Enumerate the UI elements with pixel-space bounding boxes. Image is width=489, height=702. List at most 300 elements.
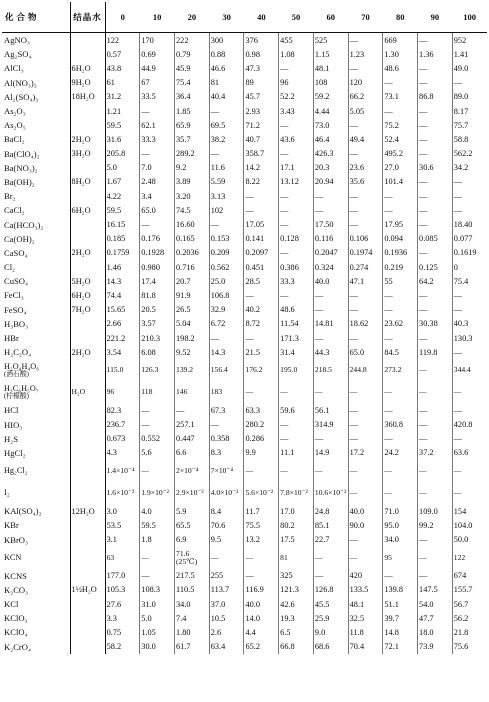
crystal-water-cell: 9H₂O <box>70 76 105 90</box>
solubility-value: 20.94 <box>313 175 348 189</box>
solubility-value: 44.9 <box>140 61 175 75</box>
solubility-value: 2.66 <box>105 317 140 331</box>
solubility-value: 0.716 <box>175 260 210 274</box>
solubility-value: 0.673 <box>105 432 140 446</box>
solubility-value: 3.13 <box>209 189 244 203</box>
table-body <box>2 33 487 654</box>
solubility-value: 3.0 <box>105 504 140 518</box>
solubility-value: 0.980 <box>140 260 175 274</box>
crystal-water-cell: 2H₂O <box>70 132 105 146</box>
solubility-value: 118 <box>140 381 175 403</box>
solubility-value: 90.0 <box>348 518 383 532</box>
solubility-value: 28.5 <box>244 274 279 288</box>
compound-formula: Br₂ <box>4 191 16 202</box>
compound-cell <box>2 61 70 75</box>
solubility-value: 33.5 <box>140 90 175 104</box>
solubility-value: 34.0 <box>175 597 210 611</box>
solubility-table <box>2 2 487 654</box>
solubility-value: 73.0 <box>313 118 348 132</box>
solubility-value: 26.5 <box>175 303 210 317</box>
table-row <box>2 345 487 359</box>
crystal-water-cell <box>70 118 105 132</box>
compound-cell <box>2 76 70 90</box>
crystal-water-cell <box>70 532 105 546</box>
solubility-value: 17.05 <box>244 217 279 231</box>
header-temp: 0 <box>105 2 140 33</box>
compound-formula: Ca(OH)₂ <box>4 233 35 244</box>
compound-formula: Ba(ClO₄)₂ <box>4 148 40 159</box>
solubility-value: 1.9×10⁻² <box>140 482 175 504</box>
solubility-value: 0.358 <box>209 432 244 446</box>
solubility-value: — <box>244 331 279 345</box>
solubility-value: 33.3 <box>140 132 175 146</box>
solubility-value: 280.2 <box>244 418 279 432</box>
solubility-value: 58.8 <box>453 134 469 144</box>
compound-formula: Hg₂Cl₂ <box>4 466 28 476</box>
solubility-value: 66.8 <box>279 640 314 654</box>
compound-formula: H₂S <box>4 433 18 444</box>
solubility-value: 73.1 <box>383 90 418 104</box>
solubility-value: 344.4 <box>453 365 471 375</box>
solubility-value: — <box>418 76 453 90</box>
table-row <box>2 175 487 189</box>
solubility-value: 48.6 <box>279 303 314 317</box>
solubility-value: 14.8 <box>383 625 418 639</box>
solubility-value: 183 <box>209 381 244 403</box>
crystal-water-cell: 1½H₂O <box>70 583 105 597</box>
solubility-value: 133.5 <box>348 583 383 597</box>
solubility-value: — <box>348 381 383 403</box>
solubility-value: 56.2 <box>453 613 469 623</box>
solubility-value: — <box>418 104 453 118</box>
compound-cell <box>2 147 70 161</box>
solubility-value: 4.3 <box>105 446 140 460</box>
solubility-value: — <box>140 147 175 161</box>
solubility-value: — <box>209 217 244 231</box>
solubility-value: 0.153 <box>209 232 244 246</box>
crystal-water-cell: 6H₂O <box>70 203 105 217</box>
solubility-value: 75.4 <box>175 76 210 90</box>
solubility-value: 8.22 <box>244 175 279 189</box>
table-row <box>2 359 487 381</box>
solubility-value: 2.9×10⁻² <box>175 482 210 504</box>
solubility-value: 30.6 <box>418 161 453 175</box>
crystal-water-cell <box>70 403 105 417</box>
solubility-value: 1.08 <box>279 47 314 61</box>
solubility-value: — <box>418 132 453 146</box>
solubility-value: 18.0 <box>418 625 453 639</box>
solubility-value: 46.6 <box>209 61 244 75</box>
solubility-value: — <box>453 191 463 201</box>
crystal-water-cell: 2H₂O <box>70 345 105 359</box>
solubility-value: — <box>348 147 383 161</box>
solubility-value: 221.2 <box>105 331 140 345</box>
solubility-value: 4.0×10⁻² <box>209 482 244 504</box>
solubility-value: 1.23 <box>348 47 383 61</box>
solubility-value: 5.9 <box>175 504 210 518</box>
solubility-value: 0.085 <box>418 232 453 246</box>
solubility-value: 0.274 <box>348 260 383 274</box>
solubility-value: 40.2 <box>244 303 279 317</box>
solubility-value: 2.93 <box>244 104 279 118</box>
header-compound: 化合物 <box>2 2 70 33</box>
solubility-value: 75.4 <box>453 276 469 286</box>
compound-cell <box>2 303 70 317</box>
solubility-value: 50.0 <box>453 535 469 545</box>
solubility-value: — <box>279 61 314 75</box>
solubility-value: 0.2036 <box>175 246 210 260</box>
solubility-value: 17.1 <box>279 161 314 175</box>
solubility-value: 14.2 <box>244 161 279 175</box>
crystal-water-cell <box>70 460 105 482</box>
solubility-value: 96 <box>105 381 140 403</box>
compound-cell <box>2 90 70 104</box>
solubility-value: — <box>279 118 314 132</box>
solubility-value: 7×10⁻⁴ <box>209 460 244 482</box>
compound-cell <box>2 381 70 403</box>
solubility-value: — <box>383 569 418 583</box>
solubility-value: 0.69 <box>140 47 175 61</box>
solubility-value: — <box>418 303 453 317</box>
table-row <box>2 288 487 302</box>
solubility-value: — <box>279 217 314 231</box>
solubility-value: 314.9 <box>313 418 348 432</box>
solubility-value: 14.3 <box>105 274 140 288</box>
table-row <box>2 432 487 446</box>
solubility-value: 0.1936 <box>383 246 418 260</box>
solubility-value: 146 <box>175 381 210 403</box>
table-row <box>2 640 487 654</box>
solubility-value: — <box>383 76 418 90</box>
solubility-value: — <box>453 177 463 187</box>
solubility-value: 0.98 <box>244 47 279 61</box>
solubility-value: 171.3 <box>279 331 314 345</box>
table-row <box>2 611 487 625</box>
solubility-value: 25.9 <box>313 611 348 625</box>
solubility-value: 205.8 <box>105 147 140 161</box>
solubility-value: — <box>348 432 383 446</box>
solubility-value: 0.128 <box>279 232 314 246</box>
solubility-value: 1.46 <box>105 260 140 274</box>
solubility-value: 5.0 <box>105 161 140 175</box>
solubility-value: 43.6 <box>279 132 314 146</box>
solubility-value: — <box>244 381 279 403</box>
solubility-value: — <box>209 331 244 345</box>
compound-cell <box>2 583 70 597</box>
solubility-value: 0.286 <box>244 432 279 446</box>
table-row <box>2 482 487 504</box>
solubility-value: 99.2 <box>418 518 453 532</box>
solubility-value: 14.3 <box>209 345 244 359</box>
table-row <box>2 547 487 569</box>
compound-formula: KCl <box>4 599 19 610</box>
solubility-value: 236.7 <box>105 418 140 432</box>
solubility-value: 71.0 <box>383 504 418 518</box>
compound-formula: KBrO₃ <box>4 534 29 545</box>
solubility-value: 420.8 <box>453 420 473 430</box>
solubility-value: 51.1 <box>383 597 418 611</box>
solubility-value: 30.38 <box>418 317 453 331</box>
solubility-value: 49.0 <box>453 63 469 73</box>
compound-formula: KClO₄ <box>4 627 28 638</box>
solubility-value: 11.6 <box>209 161 244 175</box>
solubility-value: — <box>418 482 453 504</box>
solubility-value: 65.0 <box>140 203 175 217</box>
solubility-value: 0.094 <box>383 232 418 246</box>
solubility-value: 45.9 <box>175 61 210 75</box>
table-row <box>2 161 487 175</box>
compound-cell <box>2 532 70 546</box>
solubility-value: — <box>140 569 175 583</box>
header-temp: 100 <box>452 2 487 33</box>
table-row <box>2 460 487 482</box>
table-row <box>2 246 487 260</box>
solubility-value: 170 <box>140 33 175 48</box>
solubility-value: 35.6 <box>348 175 383 189</box>
solubility-value: 31.0 <box>140 597 175 611</box>
solubility-value: — <box>418 532 453 546</box>
solubility-value: — <box>348 33 383 48</box>
solubility-value: 75.5 <box>244 518 279 532</box>
solubility-value: 2×10⁻⁴ <box>175 460 210 482</box>
header-row <box>2 2 487 33</box>
solubility-value: 59.6 <box>279 403 314 417</box>
solubility-value: — <box>313 460 348 482</box>
solubility-value: 95.0 <box>383 518 418 532</box>
table-row <box>2 331 487 345</box>
solubility-value: 9.2 <box>175 161 210 175</box>
solubility-value: 30.0 <box>140 640 175 654</box>
solubility-value: 0.552 <box>140 432 175 446</box>
solubility-value: 56.7 <box>453 599 469 609</box>
solubility-value: 109.0 <box>418 504 453 518</box>
solubility-value: — <box>418 33 453 48</box>
compound-cell <box>2 432 70 446</box>
solubility-value: 96 <box>279 76 314 90</box>
solubility-value: 42.6 <box>279 597 314 611</box>
solubility-value: 15.65 <box>105 303 140 317</box>
solubility-value: 20.7 <box>175 274 210 288</box>
solubility-value: 17.50 <box>313 217 348 231</box>
compound-cell <box>2 569 70 583</box>
compound-formula: KClO₃ <box>4 613 28 624</box>
compound-cell <box>2 504 70 518</box>
solubility-value: — <box>244 203 279 217</box>
table-row <box>2 260 487 274</box>
solubility-value: — <box>313 288 348 302</box>
solubility-value: 17.2 <box>348 446 383 460</box>
solubility-value: 0.447 <box>175 432 210 446</box>
solubility-value: — <box>279 147 314 161</box>
solubility-value: — <box>418 569 453 583</box>
solubility-value: — <box>383 482 418 504</box>
solubility-value: 55 <box>383 274 418 288</box>
solubility-value: 1.36 <box>418 47 453 61</box>
solubility-value: — <box>348 331 383 345</box>
table-row <box>2 274 487 288</box>
solubility-value: 25.0 <box>209 274 244 288</box>
solubility-value: 21.8 <box>453 627 469 637</box>
solubility-value: 106.8 <box>209 288 244 302</box>
solubility-value: 0.1928 <box>140 246 175 260</box>
table-row <box>2 569 487 583</box>
solubility-value: — <box>279 203 314 217</box>
solubility-value: 70.4 <box>348 640 383 654</box>
table-row <box>2 104 487 118</box>
solubility-value: 48.1 <box>348 597 383 611</box>
crystal-water-cell <box>70 47 105 61</box>
compound-formula: CaCl₂ <box>4 205 25 216</box>
compound-formula: Cl₂ <box>4 262 16 273</box>
header-temp: 60 <box>313 2 348 33</box>
solubility-value: 65.2 <box>244 640 279 654</box>
crystal-water-cell <box>70 569 105 583</box>
compound-common-name: (柠檬酸) <box>4 392 29 400</box>
solubility-value: 47.7 <box>418 611 453 625</box>
solubility-value: 63.3 <box>244 403 279 417</box>
solubility-value: — <box>348 547 383 569</box>
solubility-value: 17.95 <box>383 217 418 231</box>
solubility-value: 120 <box>348 76 383 90</box>
crystal-water-cell: 6H₂O <box>70 288 105 302</box>
solubility-value: — <box>418 288 453 302</box>
solubility-value: 8.72 <box>244 317 279 331</box>
solubility-value: 39.7 <box>383 611 418 625</box>
solubility-value: 80.2 <box>279 518 314 532</box>
solubility-value: 63.6 <box>453 448 469 458</box>
crystal-water-cell <box>70 189 105 203</box>
solubility-value: 0.386 <box>279 260 314 274</box>
solubility-value: 0.75 <box>105 625 140 639</box>
solubility-value: — <box>175 403 210 417</box>
solubility-value: 455 <box>279 33 314 48</box>
solubility-value: 3.43 <box>279 104 314 118</box>
table-row <box>2 90 487 104</box>
compound-cell <box>2 217 70 231</box>
compound-formula: Ba(NO₃)₂ <box>4 162 38 173</box>
solubility-value: 23.62 <box>383 317 418 331</box>
solubility-value: 176.2 <box>244 359 279 381</box>
solubility-value: — <box>418 460 453 482</box>
crystal-water-cell <box>70 104 105 118</box>
solubility-value: 8.4 <box>209 504 244 518</box>
solubility-value: — <box>418 147 453 161</box>
solubility-value: 9.52 <box>175 345 210 359</box>
solubility-value: 3.20 <box>175 189 210 203</box>
compound-formula: As₂O₅ <box>4 120 26 131</box>
table-row <box>2 118 487 132</box>
solubility-value: — <box>453 305 463 315</box>
compound-formula: CaSO₄ <box>4 247 28 258</box>
crystal-water-cell <box>70 597 105 611</box>
compound-formula: H₂O₄H₄O₆ <box>4 361 40 371</box>
crystal-water-cell <box>70 260 105 274</box>
solubility-value: 58.2 <box>105 640 140 654</box>
solubility-value: — <box>279 418 314 432</box>
solubility-value: 16.60 <box>175 217 210 231</box>
solubility-value: 130.3 <box>453 333 473 343</box>
solubility-value: 952 <box>453 35 467 45</box>
compound-formula: Al₂(SO₄)₃ <box>4 91 39 102</box>
solubility-value: 669 <box>383 33 418 48</box>
compound-cell <box>2 640 70 654</box>
solubility-value: — <box>383 331 418 345</box>
solubility-value: 0.219 <box>383 260 418 274</box>
solubility-value: 27.0 <box>383 161 418 175</box>
solubility-value: 210.3 <box>140 331 175 345</box>
header-temp: 50 <box>279 2 314 33</box>
solubility-value: 56.1 <box>313 403 348 417</box>
solubility-value: — <box>244 288 279 302</box>
compound-cell <box>2 260 70 274</box>
solubility-value: — <box>418 403 453 417</box>
table-row <box>2 446 487 460</box>
solubility-value: 75.6 <box>453 642 469 652</box>
solubility-value: 273.2 <box>383 359 418 381</box>
solubility-value: 11.1 <box>279 446 314 460</box>
solubility-value: 155.7 <box>453 585 473 595</box>
table-row <box>2 47 487 61</box>
compound-formula: HBr <box>4 333 19 344</box>
solubility-value: 81 <box>209 76 244 90</box>
compound-formula: AgNO₃ <box>4 35 30 46</box>
solubility-value: 84.5 <box>383 345 418 359</box>
solubility-value: — <box>418 217 453 231</box>
compound-formula: FeSO₄ <box>4 304 27 315</box>
solubility-value: 139.8 <box>383 583 418 597</box>
solubility-value: — <box>279 189 314 203</box>
solubility-value: 33.3 <box>279 274 314 288</box>
table-row <box>2 403 487 417</box>
crystal-water-cell: 12H₂O <box>70 504 105 518</box>
solubility-value: 360.8 <box>383 418 418 432</box>
solubility-value: 32.9 <box>209 303 244 317</box>
solubility-value: 4.0 <box>140 504 175 518</box>
solubility-value: 20.3 <box>313 161 348 175</box>
solubility-value: 376 <box>244 33 279 48</box>
solubility-value: 1.15 <box>313 47 348 61</box>
solubility-value: 126.8 <box>313 583 348 597</box>
crystal-water-cell: 7H₂O <box>70 303 105 317</box>
crystal-water-cell <box>70 317 105 331</box>
solubility-value: 0.176 <box>140 232 175 246</box>
crystal-water-cell: 5H₂O <box>70 274 105 288</box>
solubility-value: 8.17 <box>453 106 469 116</box>
solubility-value: 91.9 <box>175 288 210 302</box>
solubility-value: 6.9 <box>175 532 210 546</box>
solubility-value: 64.2 <box>418 274 453 288</box>
solubility-value: 74.4 <box>105 288 140 302</box>
crystal-water-cell <box>70 217 105 231</box>
solubility-value: 5.0 <box>140 611 175 625</box>
solubility-value: 72.1 <box>383 640 418 654</box>
solubility-value: 0.141 <box>244 232 279 246</box>
compound-cell <box>2 132 70 146</box>
solubility-value: 0.88 <box>209 47 244 61</box>
solubility-value: 20.5 <box>140 303 175 317</box>
table-row <box>2 583 487 597</box>
table-row <box>2 504 487 518</box>
compound-formula: Ca(HCO₃)₂ <box>4 219 44 230</box>
compound-formula: AlCl₃ <box>4 63 24 74</box>
crystal-water-cell: 3H₂O <box>70 147 105 161</box>
crystal-water-cell <box>70 359 105 381</box>
crystal-water-cell <box>70 446 105 460</box>
table-row <box>2 61 487 75</box>
solubility-value: 40.0 <box>244 597 279 611</box>
solubility-value: 3.3 <box>105 611 140 625</box>
compound-cell <box>2 175 70 189</box>
